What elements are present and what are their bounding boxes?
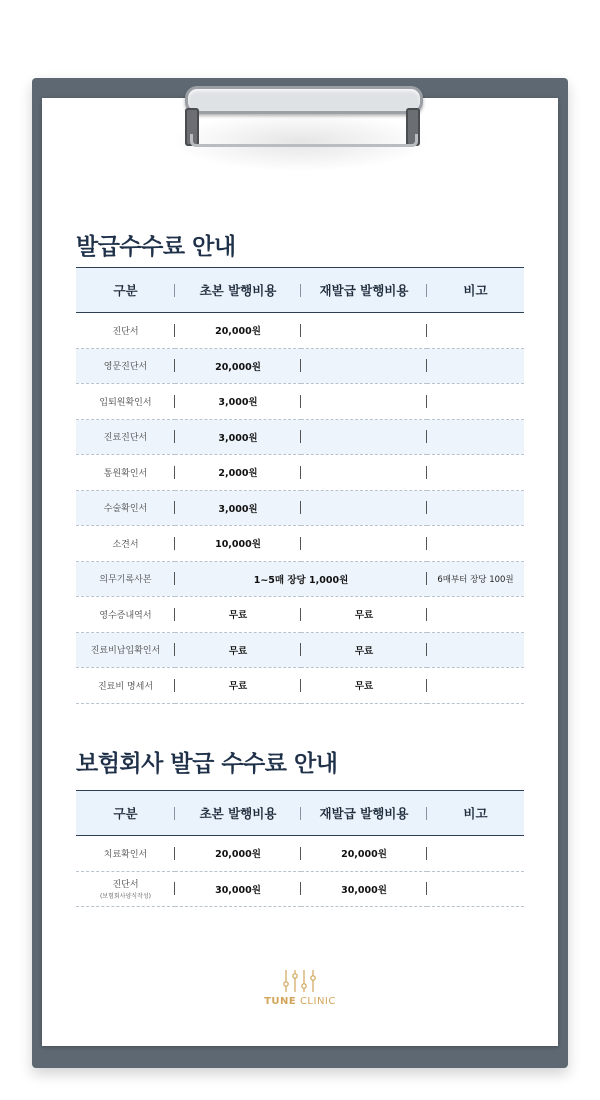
row-first-cost: 20,000원 bbox=[175, 836, 301, 872]
row-first-cost: 무료 bbox=[175, 668, 301, 704]
row-note bbox=[427, 455, 524, 491]
row-category: 소견서 bbox=[76, 526, 175, 562]
row-category bbox=[76, 836, 175, 872]
row-category: 진단서 bbox=[76, 313, 175, 349]
row-category-label: 치료확인서 bbox=[103, 849, 148, 860]
row-first-cost: 3,000원 bbox=[175, 419, 301, 455]
row-first-cost: 무료 bbox=[175, 632, 301, 668]
row-note bbox=[427, 313, 524, 349]
row-category: 진료비 명세서 bbox=[76, 668, 175, 704]
row-reissue-cost bbox=[301, 384, 427, 420]
row-note bbox=[427, 871, 524, 907]
row-reissue-cost bbox=[301, 526, 427, 562]
row-first-cost: 2,000원 bbox=[175, 455, 301, 491]
table-row bbox=[76, 871, 524, 907]
fee-table bbox=[76, 267, 524, 704]
row-category-label: 진단서 bbox=[112, 880, 139, 891]
tuning-fork-logo-icon bbox=[280, 968, 320, 994]
row-first-cost: 3,000원 bbox=[175, 384, 301, 420]
row-category bbox=[76, 871, 175, 907]
table-row bbox=[76, 455, 524, 491]
section-title-insurance-fees: 보험회사 발급 수수료 안내 bbox=[76, 751, 338, 777]
row-note bbox=[427, 668, 524, 704]
header-note: 비고 bbox=[427, 791, 524, 836]
insurance-fee-table bbox=[76, 790, 524, 907]
table-row bbox=[76, 313, 524, 349]
row-first-cost: 20,000원 bbox=[175, 348, 301, 384]
table-row bbox=[76, 632, 524, 668]
row-reissue-cost: 20,000원 bbox=[301, 836, 427, 872]
table-row bbox=[76, 597, 524, 633]
table-row bbox=[76, 348, 524, 384]
header-category: 구분 bbox=[76, 791, 175, 836]
row-reissue-cost: 무료 bbox=[301, 597, 427, 633]
row-reissue-cost bbox=[301, 419, 427, 455]
row-reissue-cost: 30,000원 bbox=[301, 871, 427, 907]
row-category: 진료진단서 bbox=[76, 419, 175, 455]
section-title-fees: 발급수수료 안내 bbox=[76, 234, 236, 260]
row-note bbox=[427, 526, 524, 562]
row-note bbox=[427, 597, 524, 633]
header-first-issue: 초본 발행비용 bbox=[175, 791, 301, 836]
table-header-row bbox=[76, 791, 524, 836]
row-first-cost: 20,000원 bbox=[175, 313, 301, 349]
row-category: 통원확인서 bbox=[76, 455, 175, 491]
header-category: 구분 bbox=[76, 268, 175, 313]
table-row bbox=[76, 384, 524, 420]
row-first-cost: 3,000원 bbox=[175, 490, 301, 526]
table-header-row bbox=[76, 268, 524, 313]
header-first-issue: 초본 발행비용 bbox=[175, 268, 301, 313]
row-category: 진료비납입확인서 bbox=[76, 632, 175, 668]
table-row bbox=[76, 419, 524, 455]
row-category: 입퇴원확인서 bbox=[76, 384, 175, 420]
row-category: 의무기록사본 bbox=[76, 561, 175, 597]
table-row bbox=[76, 836, 524, 872]
header-reissue: 재발급 발행비용 bbox=[301, 791, 427, 836]
table-row bbox=[76, 668, 524, 704]
row-note bbox=[427, 490, 524, 526]
header-note: 비고 bbox=[427, 268, 524, 313]
row-reissue-cost bbox=[301, 455, 427, 491]
clip-wire bbox=[190, 134, 418, 147]
row-reissue-cost: 무료 bbox=[301, 668, 427, 704]
row-note: 6매부터 장당 100원 bbox=[427, 561, 524, 597]
clinic-logo bbox=[250, 968, 350, 1018]
row-note bbox=[427, 419, 524, 455]
row-note bbox=[427, 836, 524, 872]
row-note bbox=[427, 384, 524, 420]
row-note bbox=[427, 632, 524, 668]
row-category: 수술확인서 bbox=[76, 490, 175, 526]
row-first-cost: 30,000원 bbox=[175, 871, 301, 907]
logo-wordmark: TUNE CLINIC bbox=[264, 996, 336, 1007]
row-category: 영수증내역서 bbox=[76, 597, 175, 633]
row-category: 영문진단서 bbox=[76, 348, 175, 384]
row-first-cost: 무료 bbox=[175, 597, 301, 633]
row-first-cost: 10,000원 bbox=[175, 526, 301, 562]
row-merged-cost: 1~5매 장당 1,000원 bbox=[175, 561, 427, 597]
row-reissue-cost bbox=[301, 313, 427, 349]
clip-bar bbox=[185, 86, 423, 114]
row-reissue-cost: 무료 bbox=[301, 632, 427, 668]
row-reissue-cost bbox=[301, 348, 427, 384]
row-category-sublabel: (보험회사양식작성) bbox=[99, 893, 152, 901]
table-row bbox=[76, 490, 524, 526]
header-reissue: 재발급 발행비용 bbox=[301, 268, 427, 313]
table-row bbox=[76, 561, 524, 597]
row-note bbox=[427, 348, 524, 384]
row-reissue-cost bbox=[301, 490, 427, 526]
table-row bbox=[76, 526, 524, 562]
